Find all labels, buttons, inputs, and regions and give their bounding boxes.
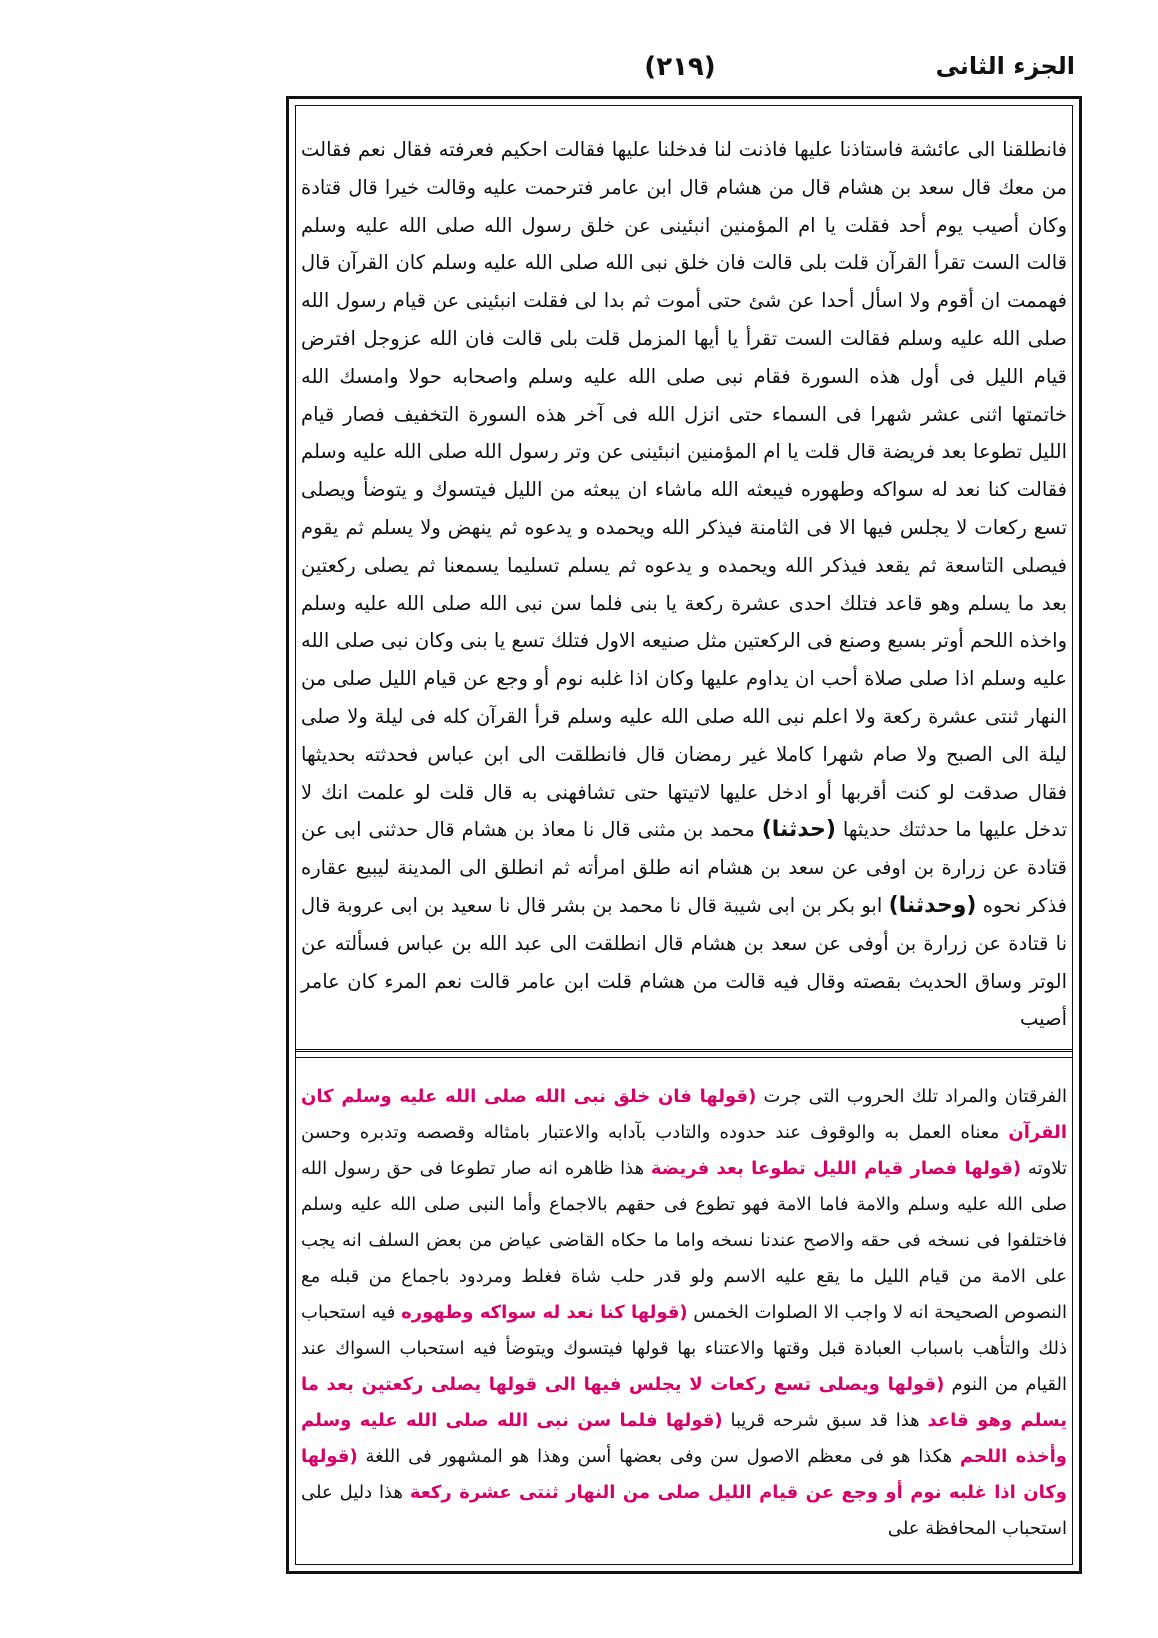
page-header (285, 52, 1075, 100)
commentary-text: هذا ظاهره انه صار تطوعا فى حق رسول الله صلى الله عليه وسلم والامة فاما الامة فهو تطوع فى حقهم بالاجماع وأما النبى صلى الله عليه وسلم فاختلفوا فى نسخه فى حقه والاصح عندنا نسخه واما ما حكاه القاضى عياض من بعض السلف انه يجب على الامة من قيام الليل ما يقع عليه الاسم ولو قدر حلب شاة فغلط ومردود باجماع من قبله مع النصوص الصحيحة انه لا واجب الا الصلوات الخمس (301, 1158, 1068, 1323)
hadith-3-marker: (وحدثنا) (888, 892, 977, 918)
hadith-2-text: محمد بن مثنى قال نا معاذ بن هشام قال حدثنى ابى عن قتادة عن زرارة بن اوفى عن سعد بن هشام انه طلق امرأته ثم انطلق الى المدينة ليبيع عقاره فذكر نحوه (301, 818, 1068, 917)
main-paragraph (297, 131, 1071, 1038)
commentary-text: هذا قد سبق شرحه قريبا (722, 1410, 928, 1431)
commentary-quote: (قولها فصار قيام الليل تطوعا بعد فريضة (650, 1158, 1022, 1179)
page-frame (286, 96, 1082, 1574)
commentary-text: الفرقتان والمراد تلك الحروب التى جرت (756, 1086, 1067, 1107)
commentary-quote: (قولها ويصلى تسع ركعات لا يجلس فيها الى قولها يصلى ركعتين بعد ما يسلم وهو قاعد (301, 1374, 1067, 1431)
commentary-text: فيه استحباب ذلك والتأهب باسباب العبادة قبل وقتها والاعتناء بها قولها فيتسوك ويتوضأ فيه استحباب السواك عند القيام من النوم (301, 1302, 1067, 1395)
commentary-quote: (قولها كنا نعد له سواكه وطهوره (401, 1302, 688, 1323)
hadith-2-marker: (حدثنا) (761, 817, 836, 843)
commentary-quote: (قولها فلما سن نبى الله صلى الله عليه وسلم وأخذه اللحم (301, 1410, 1067, 1467)
commentary-text: معناه العمل به والوقوف عند حدوده والتادب بآدابه والاعتبار بامثاله وقصصه وتدبره وحسن تلاوته (301, 1122, 1068, 1179)
commentary-paragraph (297, 1079, 1071, 1547)
commentary-text: هكذا هو فى معظم الاصول سن وفى بعضها أسن وهذا هو المشهور فى اللغة (357, 1446, 960, 1467)
section-divider-inner (295, 1057, 1073, 1058)
main-hadith-text (297, 131, 1071, 1039)
volume-label: الجزء الثانى (935, 52, 1075, 80)
commentary-quote: (قولها فان خلق نبى الله صلى الله عليه وسلم كان القرآن (301, 1086, 1067, 1143)
commentary-section (297, 1079, 1071, 1554)
page-number: (٢١٩) (644, 52, 716, 82)
hadith-1-text: فانطلقنا الى عائشة فاستاذنا عليها فاذنت لنا فدخلنا عليها فقالت احكيم فعرفته فقال نعم فقالت من معك قال سعد بن هشام قال من هشام قال ابن عامر فترحمت عليه وقالت خيرا قال قتادة وكان أصيب يوم أحد فقلت يا ام المؤمنين انبئينى عن خلق رسول الله صلى الله عليه وسلم قالت الست تقرأ القرآن قلت بلى قالت فان خلق نبى الله صلى الله عليه وسلم كان القرآن قال فهممت ان أقوم ولا اسأل أحدا عن شئ حتى أموت ثم بدا لى فقلت انبئينى عن قيام رسول الله صلى الله عليه وسلم فقالت الست تقرأ يا أيها المزمل قلت بلى قالت فان الله عزوجل افترض قيام الليل فى أول هذه السورة فقام نبى صلى الله عليه وسلم واصحابه حولا وامسك الله خاتمتها اثنى عشر شهرا فى السماء حتى انزل الله فى آخر هذه السورة التخفيف فصار قيام الليل تطوعا بعد فريضة قال قلت يا ام المؤمنين انبئينى عن وتر رسول الله صلى الله عليه وسلم فقالت كنا نعد له سواكه وطهوره فيبعثه الله ماشاء ان يبعثه من الليل فيتسوك و يتوضأ ويصلى تسع ركعات لا يجلس فيها الا فى الثامنة فيذكر الله ويحمده و يدعوه ثم ينهض ولا يسلم ثم يقوم فيصلى التاسعة ثم يقعد فيذكر الله ويحمده و يدعوه ثم يسلم تسليما يسمعنا ثم يصلى ركعتين بعد ما يسلم وهو قاعد فتلك احدى عشرة ركعة يا بنى فلما سن نبى الله صلى الله عليه وسلم واخذه اللحم أوتر بسبع وصنع فى الركعتين مثل صنيعه الاول فتلك تسع يا بنى وكان نبى صلى الله عليه وسلم اذا صلى صلاة أحب ان يداوم عليها وكان اذا غلبه نوم أو وجع عن قيام الليل صلى من النهار ثنتى عشرة ركعة ولا اعلم نبى الله صلى الله عليه وسلم قرأ القرآن كله فى ليلة ولا صلى ليلة الى الصبح ولا صام شهرا كاملا غير رمضان قال فانطلقت الى ابن عباس فحدثته بحديثها فقال صدقت لو كنت أقربها أو ادخل عليها لاتيتها حتى تشافهنى به قال قلت لو علمت انك لا تدخل عليها ما حدثتك حديثها (301, 138, 1067, 842)
commentary-quote: (قولها وكان اذا غلبه نوم أو وجع عن قيام الليل صلى من النهار ثنتى عشرة ركعة (301, 1446, 1067, 1503)
hadith-3-text: ابو بكر بن ابى شيبة قال نا محمد بن بشر قال نا سعيد بن ابى عروبة قال نا قتادة عن زرارة بن أوفى عن سعد بن هشام قال انطلقت الى عبد الله بن عباس فسألته عن الوتر وساق الحديث بقصته وقال فيه قالت من هشام قلت ابن عامر قالت نعم المرء كان عامر أصيب (301, 893, 1067, 1031)
section-divider (295, 1049, 1073, 1052)
commentary-text: هذا دليل على استحباب المحافظة على (301, 1482, 1067, 1539)
